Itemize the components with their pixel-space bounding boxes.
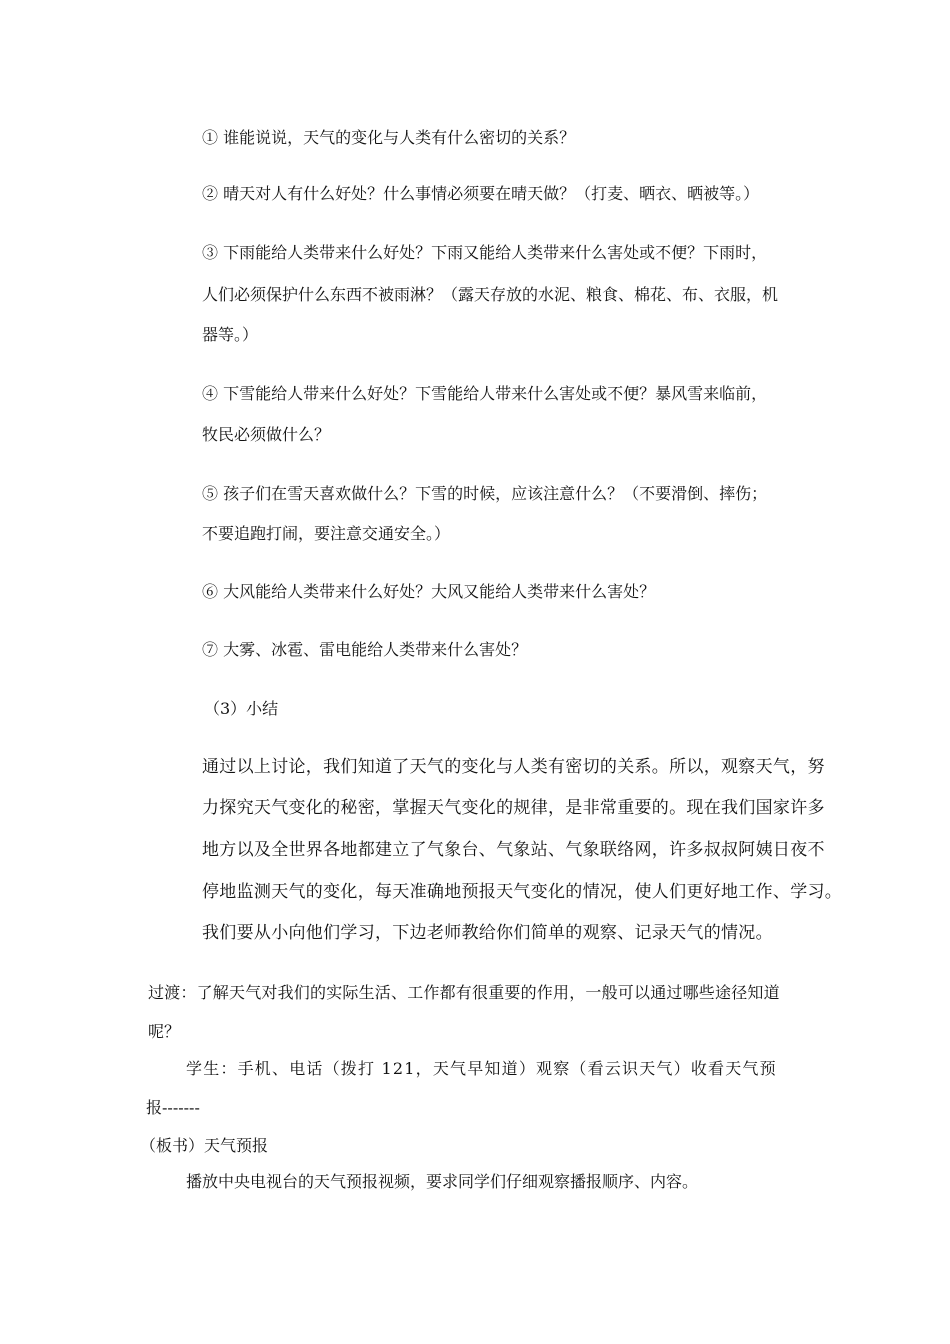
question-4-line-1: ④ 下雪能给人带来什么好处？下雪能给人带来什么害处或不便？暴风雪来临前， <box>202 384 768 403</box>
summary-line-4: 停地监测天气的变化，每天准确地预报天气变化的情况，使人们更好地工作、学习。 <box>202 882 843 902</box>
student-line-2: 报------- <box>146 1098 200 1117</box>
summary-line-1: 通过以上讨论，我们知道了天气的变化与人类有密切的关系。所以，观察天气，努 <box>202 757 825 777</box>
transition-line-2: 呢？ <box>148 1022 181 1041</box>
question-6-line-1: ⑥ 大风能给人类带来什么好处？大风又能给人类带来什么害处？ <box>202 582 656 601</box>
student-line-1: 学生：手机、电话（拨打 121，天气早知道）观察（看云识天气）收看天气预 <box>186 1059 777 1078</box>
question-2-line-1: ② 晴天对人有什么好处？什么事情必须要在晴天做？（打麦、晒衣、晒被等。） <box>202 184 760 203</box>
video-instruction: 播放中央电视台的天气预报视频，要求同学们仔细观察播报顺序、内容。 <box>186 1172 699 1191</box>
question-5-line-1: ⑤ 孩子们在雪天喜欢做什么？下雪的时候，应该注意什么？（不要滑倒、摔伤； <box>202 484 768 503</box>
transition-line-1: 过渡：了解天气对我们的实际生活、工作都有很重要的作用，一般可以通过哪些途径知道 <box>148 983 780 1002</box>
summary-line-5: 我们要从小向他们学习，下边老师教给你们简单的观察、记录天气的情况。 <box>202 923 773 943</box>
question-3-line-1: ③ 下雨能给人类带来什么好处？下雨又能给人类带来什么害处或不便？下雨时， <box>202 243 768 262</box>
question-3-line-3: 器等。） <box>202 325 259 344</box>
summary-line-3: 地方以及全世界各地都建立了气象台、气象站、气象联络网，许多叔叔阿姨日夜不 <box>202 840 825 860</box>
board-note: （板书）天气预报 <box>140 1136 269 1155</box>
question-5-line-2: 不要追跑打闹，要注意交通安全。） <box>202 524 451 543</box>
summary-line-2: 力探究天气变化的秘密，掌握天气变化的规律，是非常重要的。现在我们国家许多 <box>202 798 825 818</box>
question-4-line-2: 牧民必须做什么？ <box>202 425 331 444</box>
question-3-line-2: 人们必须保护什么东西不被雨淋？（露天存放的水泥、粮食、棉花、布、衣服，机 <box>202 285 779 304</box>
summary-heading: （3）小结 <box>204 699 279 718</box>
question-1-line-1: ① 谁能说说，天气的变化与人类有什么密切的关系？ <box>202 128 576 147</box>
question-7-line-1: ⑦ 大雾、冰雹、雷电能给人类带来什么害处？ <box>202 640 528 659</box>
